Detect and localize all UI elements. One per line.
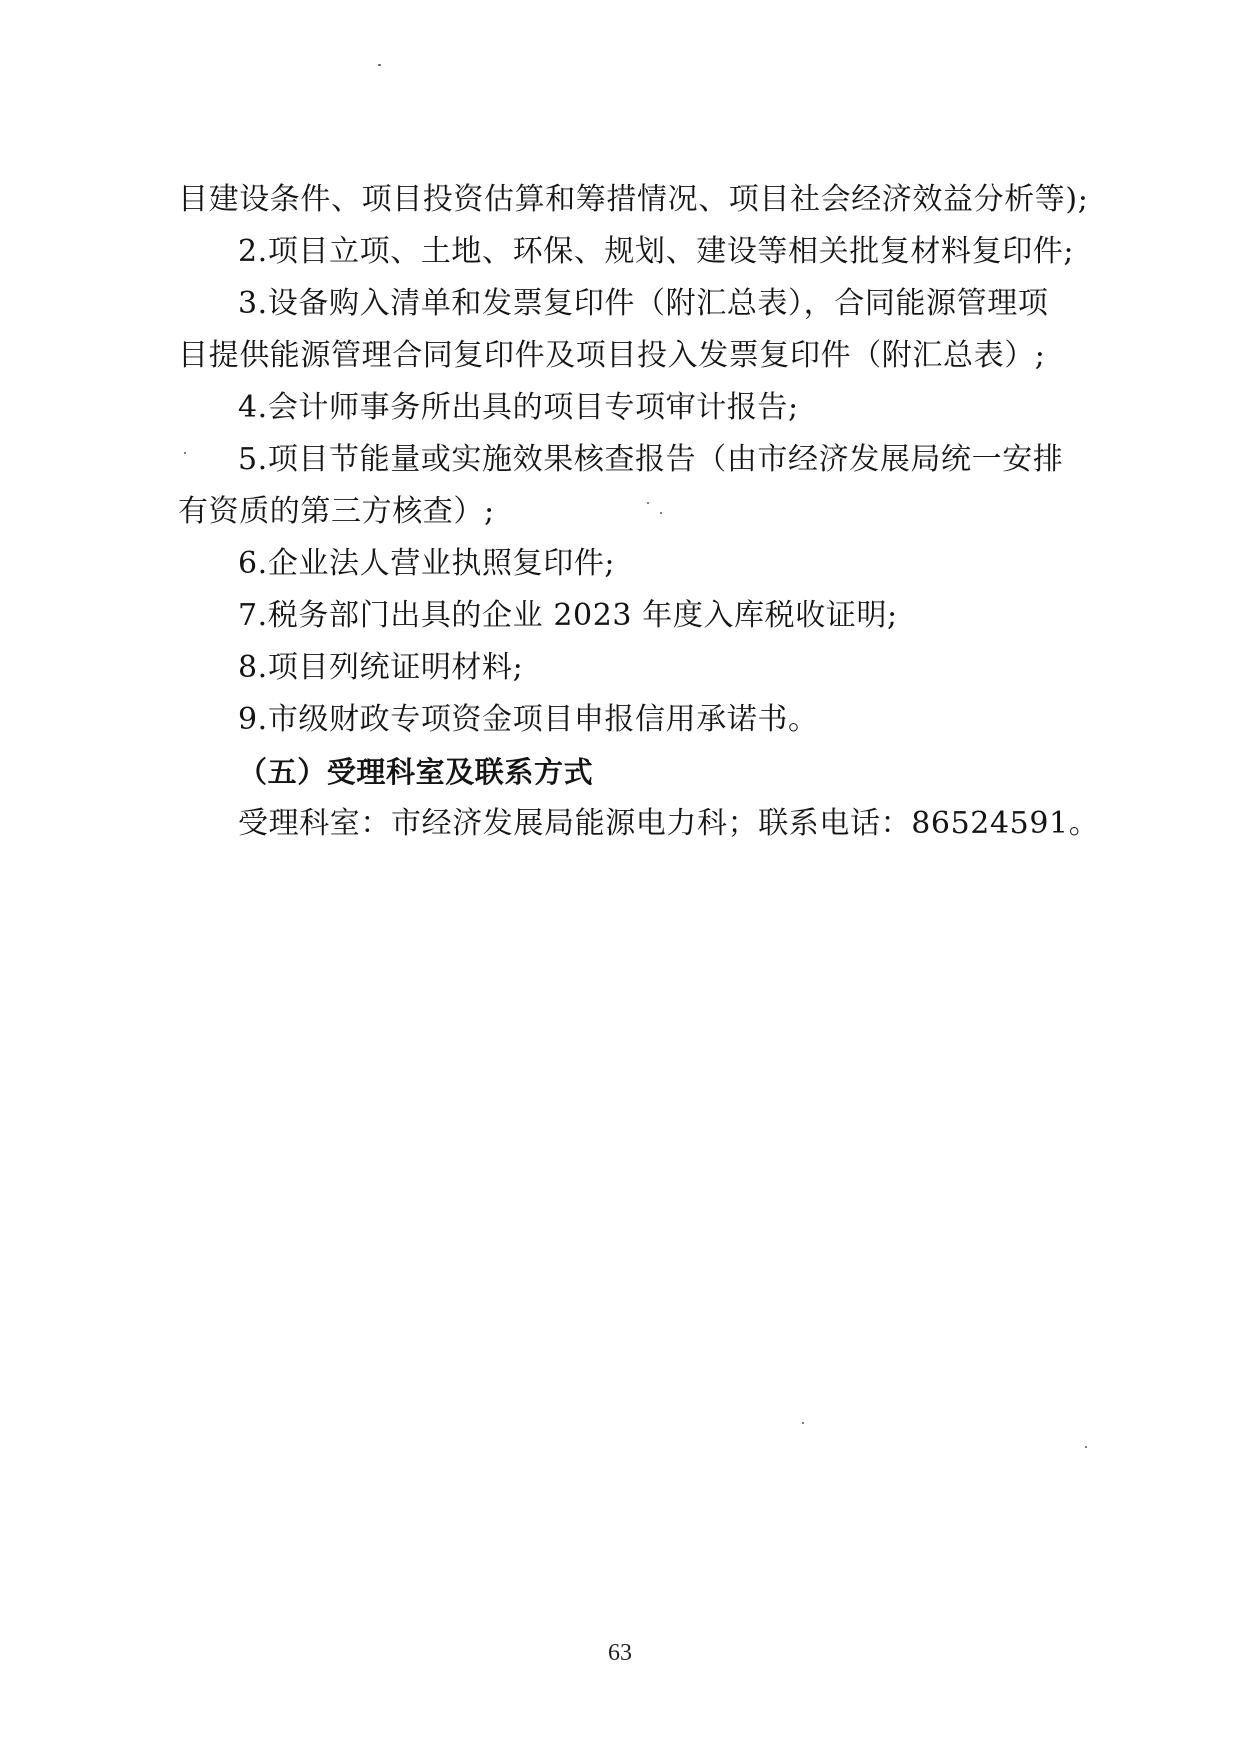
list-item-7: 7.税务部门出具的企业 2023 年度入库税收证明; bbox=[238, 598, 898, 633]
scan-speck bbox=[378, 64, 381, 66]
list-item-4: 4.会计师事务所出具的项目专项审计报告; bbox=[238, 390, 799, 425]
list-item-5-continuation: 有资质的第三方核查）; bbox=[178, 494, 495, 529]
list-item-8: 8.项目列统证明材料; bbox=[238, 650, 524, 685]
list-item-9: 9.市级财政专项资金项目申报信用承诺书。 bbox=[238, 702, 819, 737]
list-item-6: 6.企业法人营业执照复印件; bbox=[238, 546, 616, 581]
list-item-3: 3.设备购入清单和发票复印件（附汇总表），合同能源管理项 bbox=[238, 286, 1049, 321]
scan-speck bbox=[802, 1422, 804, 1424]
body-line-continuation: 目建设条件、项目投资估算和筹措情况、项目社会经济效益分析等); bbox=[178, 182, 1089, 217]
list-item-3-continuation: 目提供能源管理合同复印件及项目投入发票复印件（附汇总表）; bbox=[178, 338, 1046, 373]
list-item-5: 5.项目节能量或实施效果核查报告（由市经济发展局统一安排 bbox=[238, 442, 1064, 477]
scan-speck bbox=[1085, 1446, 1087, 1448]
contact-line: 受理科室：市经济发展局能源电力科；联系电话：86524591。 bbox=[238, 806, 1100, 841]
document-body bbox=[178, 174, 1100, 850]
list-item-2: 2.项目立项、土地、环保、规划、建设等相关批复材料复印件; bbox=[238, 234, 1075, 269]
page-number: 63 bbox=[608, 1640, 632, 1666]
section-heading: （五）受理科室及联系方式 bbox=[238, 755, 594, 789]
